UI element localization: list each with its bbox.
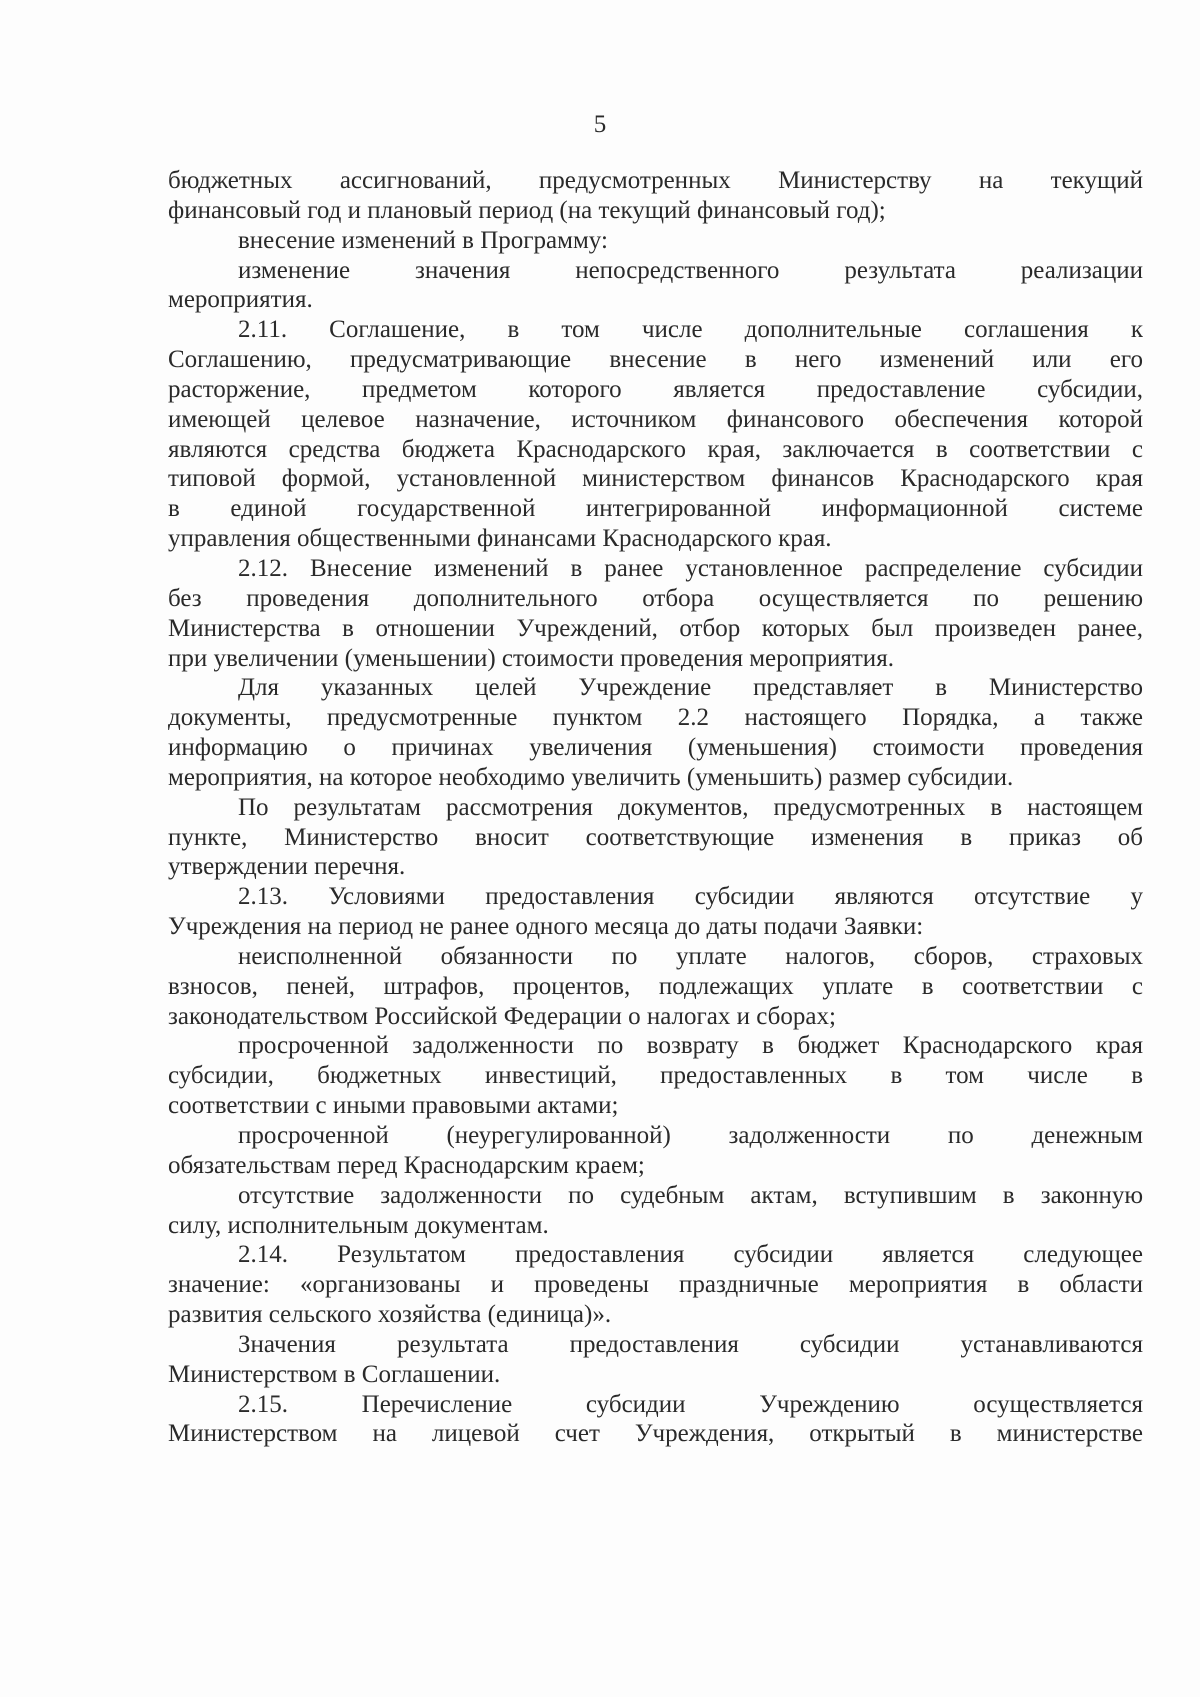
text-line: значение: «организованы и проведены праздничные мероприятия в области [168,1271,1143,1299]
text-line: 2.14. Результатом предоставления субсидии является следующее [238,1241,1143,1269]
text-line: Учреждения на период не ранее одного месяца до даты подачи Заявки: [168,913,924,941]
paragraph [168,554,1200,673]
page-number: 5 [593,111,607,138]
text-line: Для указанных целей Учреждение представляет в Министерство [238,674,1143,702]
paragraph [168,1330,1200,1390]
text-line: Министерством на лицевой счет Учреждения, открытый в министерстве [168,1420,1143,1448]
document-body [168,166,1200,1449]
text-line: Министерством в Соглашении. [168,1360,501,1388]
text-line: утверждении перечня. [168,853,406,881]
text-line: силу, исполнительным документам. [168,1211,549,1239]
text-line: мероприятия, на которое необходимо увеличить (уменьшить) размер субсидии. [168,763,1014,791]
text-line: пункте, Министерство вносит соответствующие изменения в приказ об [168,823,1143,851]
text-line: в единой государственной интегрированной информационной системе [168,495,1143,523]
text-line: субсидии, бюджетных инвестиций, предоставленных в том числе в [168,1062,1143,1090]
paragraph [168,256,1200,316]
text-line: бюджетных ассигнований, предусмотренных Министерству на текущий [168,167,1143,194]
text-line: обязательствам перед Краснодарским краем; [168,1151,645,1179]
text-line: По результатам рассмотрения документов, предусмотренных в настоящем [238,793,1143,821]
paragraph [168,942,1200,1032]
text-line: являются средства бюджета Краснодарского края, заключается в соответствии с [168,435,1143,463]
text-line: Соглашению, предусматривающие внесение в него изменений или его [168,346,1143,374]
text-line: при увеличении (уменьшении) стоимости проведения мероприятия. [168,644,894,672]
text-line: управления общественными финансами Краснодарского края. [168,525,832,553]
text-line: расторжение, предметом которого является предоставление субсидии, [168,375,1143,403]
text-line: внесение изменений в Программу: [238,226,608,254]
text-line: неисполненной обязанности по уплате налогов, сборов, страховых [238,942,1143,970]
text-line: документы, предусмотренные пунктом 2.2 настоящего Порядка, а также [168,704,1143,732]
text-line: без проведения дополнительного отбора осуществляется по решению [168,584,1143,612]
paragraph [168,1240,1200,1330]
paragraph [168,1031,1200,1121]
text-line: Министерства в отношении Учреждений, отбор которых был произведен ранее, [168,614,1143,642]
paragraph [168,226,1200,256]
text-line: Значения результата предоставления субсидии устанавливаются [238,1330,1143,1358]
text-line: развития сельского хозяйства (единица)». [168,1301,612,1329]
paragraph [168,1121,1200,1181]
paragraph [168,1390,1200,1450]
text-line: 2.15. Перечисление субсидии Учреждению осуществляется [238,1390,1143,1418]
text-line: отсутствие задолженности по судебным актам, вступившим в законную [238,1181,1143,1209]
text-line: информацию о причинах увеличения (уменьшения) стоимости проведения [168,734,1143,762]
text-line: соответствии с иными правовыми актами; [168,1092,619,1120]
paragraph [168,315,1200,554]
paragraph [168,673,1200,792]
paragraph [168,166,1200,226]
text-line: просроченной (неурегулированной) задолженности по денежным [238,1122,1143,1149]
text-line: 2.11. Соглашение, в том числе дополнительные соглашения к [238,316,1143,344]
paragraph [168,1181,1200,1241]
text-line: 2.13. Условиями предоставления субсидии являются отсутствие у [238,883,1143,911]
text-line: типовой формой, установленной министерством финансов Краснодарского края [168,465,1143,493]
text-line: просроченной задолженности по возврату в бюджет Краснодарского края [238,1032,1143,1060]
text-line: взносов, пеней, штрафов, процентов, подлежащих уплате в соответствии с [168,972,1143,1000]
text-line: мероприятия. [168,286,313,314]
paragraph [168,793,1200,883]
text-line: финансовый год и плановый период (на текущий финансовый год); [168,196,886,224]
text-line: изменение значения непосредственного результата реализации [238,256,1143,284]
paragraph [168,882,1200,942]
text-line: 2.12. Внесение изменений в ранее установленное распределение субсидии [238,554,1143,582]
text-line: имеющей целевое назначение, источником финансового обеспечения которой [168,405,1143,433]
text-line: законодательством Российской Федерации о налогах и сборах; [168,1002,836,1030]
